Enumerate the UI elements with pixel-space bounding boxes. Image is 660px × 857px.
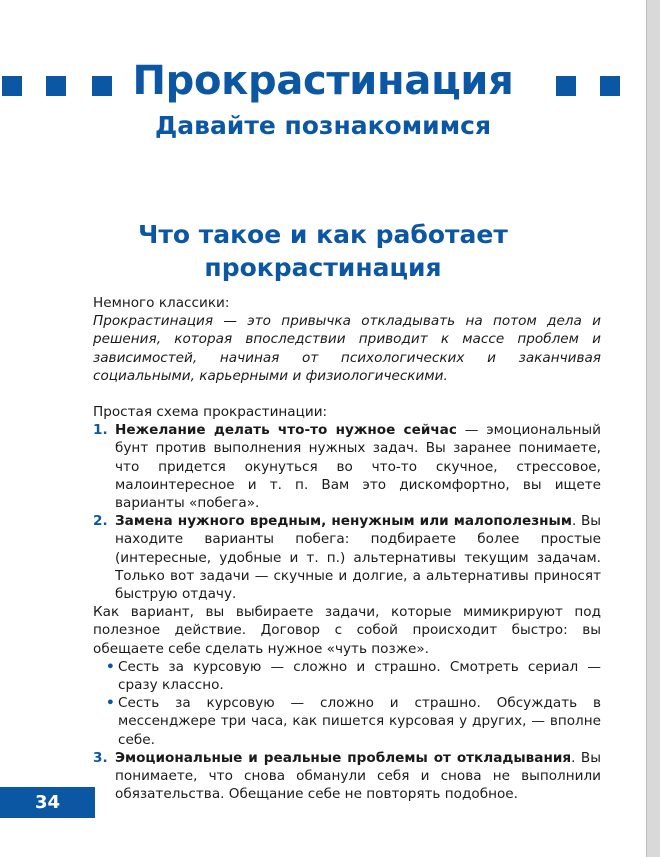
bullet-text: Сесть за курсовую — сложно и страшно. Смотреть сериал — сразу классно. [118, 658, 601, 694]
item-text: — эмоциональный бунт против выполнения нужных задач. Вы заранее понимаете, что придется окунуться во что-то скучное, стрессовое, малоинтересное и т. п. Вам это дискомфортно, вы ищете варианты «побега». [115, 422, 601, 512]
classic-intro: Немного классики: [93, 295, 230, 311]
item-text: . Вы понимаете, что снова обманули себя и снова не выполнили обязательства. Обещание себе не повторять подобное. [115, 749, 601, 803]
bullet-icon: • [106, 695, 115, 712]
item-heading: Замена нужного вредным, ненужным или малополезным [115, 513, 572, 530]
page-number: 34 [0, 787, 95, 818]
list-item [93, 512, 601, 603]
item-number: 1. [93, 422, 108, 439]
section-title-line-2: прокрастинация [204, 253, 442, 282]
bullet-text: Сесть за курсовую — сложно и страшно. Обсуждать в мессенджере три часа, как пишется курсовая у других, — вполне себе. [118, 695, 601, 748]
item-number: 3. [93, 749, 108, 766]
item-text: . Вы находите варианты побега: подбираете более простые (интересные, удобные и т. п.) альтернативы текущим задачам. Только вот задачи — скучные и долгие, а альтернативы приносят быструю отдачу. [115, 513, 602, 603]
bullet-item [93, 658, 601, 694]
body-text [93, 294, 601, 803]
item-heading: Эмоциональные и реальные проблемы от откладывания [115, 749, 572, 766]
section-title [0, 218, 646, 284]
list-item [93, 749, 601, 804]
chapter-title: Прокрастинация [132, 58, 514, 104]
item-heading: Нежелание делать что-то нужное сейчас [115, 422, 457, 439]
variant-paragraph: Как вариант, вы выбираете задачи, которые мимикрируют под полезное действие. Договор с собой происходит быстро: вы обещаете себе сделать нужное «чуть позже». [93, 604, 601, 657]
list-item [93, 421, 601, 512]
item-number: 2. [93, 513, 108, 530]
bullet-icon: • [106, 658, 115, 675]
section-title-line-1: Что такое и как работает [138, 220, 508, 249]
chapter-subtitle: Давайте познакомимся [154, 111, 491, 140]
bullet-item [93, 694, 601, 749]
definition-paragraph: Прокрастинация — это привычка откладывать на потом дела и решения, которая впоследствии приводит к массе проблем и зависимостей, начиная от психологических и заканчивая социальными, карьерными и физиологическими. [93, 313, 601, 384]
scheme-intro: Простая схема прокрастинации: [93, 404, 328, 421]
